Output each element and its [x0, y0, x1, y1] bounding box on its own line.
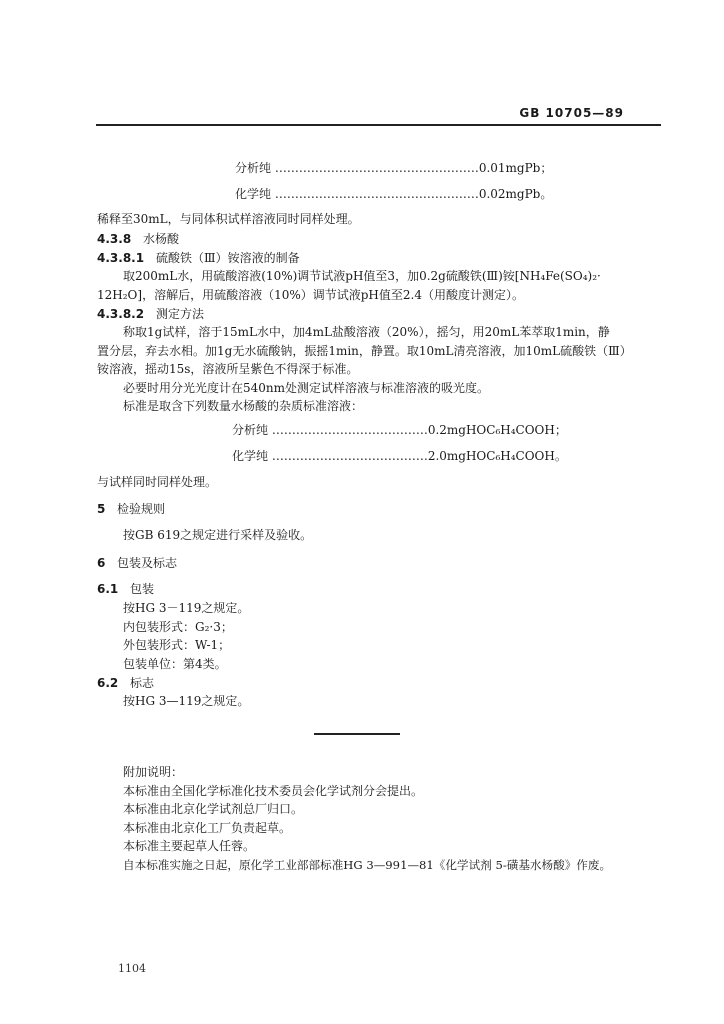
section-title-salicylic-acid: 水杨酸: [143, 232, 180, 246]
standard-code-header: GB 10705—89: [519, 106, 624, 120]
section-title-reagent-prep: 硫酸铁（Ⅲ）铵溶液的制备: [156, 251, 300, 265]
reagent-prep-text-1: 取200mL水，用硫酸溶液(10%)调节试液pH值至3，加0.2g硫酸铁(Ⅲ)铵[NH₄Fe(SO₄)₂·: [123, 269, 601, 283]
section-title-packaging: 包装: [130, 582, 155, 596]
lead-limit-chemical: 化学纯 ……………………………………………0.02mgPb。: [235, 187, 553, 201]
page-number: 1104: [118, 962, 146, 975]
method-text-5: 标准是取含下列数量水杨酸的杂质标准溶液：: [123, 399, 364, 413]
dilute-instruction: 稀释至30mL，与同体积试样溶液同时同样处理。: [97, 212, 360, 226]
packaging-text-4: 包装单位：第4类。: [123, 657, 227, 671]
section-number-6-1: 6.1: [97, 582, 119, 596]
packaging-text-2: 内包装形式：G₂·3；: [123, 620, 233, 634]
section-title-method: 测定方法: [156, 307, 205, 321]
section-number-4-3-8-1: 4.3.8.1: [97, 251, 145, 265]
packaging-text-1: 按HG 3－119之规定。: [123, 601, 250, 615]
note-line-4: 本标准主要起草人任蓉。: [123, 839, 256, 853]
marking-text: 按HG 3—119之规定。: [123, 694, 250, 708]
notes-divider: [314, 733, 400, 735]
note-line-3: 本标准由北京化工厂负责起草。: [123, 821, 292, 835]
section-number-4-3-8: 4.3.8: [97, 232, 132, 246]
note-line-5: 自本标准实施之日起，原化学工业部部标准HG 3—991—81《化学试剂 5-磺基水杨酸》作废。: [123, 858, 612, 872]
section-number-6: 6: [97, 556, 106, 570]
same-treatment-text: 与试样同时同样处理。: [97, 475, 218, 489]
section-number-4-3-8-2: 4.3.8.2: [97, 307, 145, 321]
section-title-inspection: 检验规则: [117, 502, 166, 516]
lead-limit-analytical: 分析纯 ……………………………………………0.01mgPb；: [235, 161, 553, 175]
method-text-1: 称取1g试样，溶于15mL水中，加4mL盐酸溶液（20%），摇匀，用20mL苯萃取1min，静: [123, 325, 610, 339]
notes-title: 附加说明：: [123, 765, 184, 779]
section-number-6-2: 6.2: [97, 676, 119, 690]
header-rule: [96, 124, 661, 126]
salicylic-limit-chemical: 化学纯 …………………………………2.0mgHOC₆H₄COOH。: [232, 449, 567, 463]
method-text-2: 置分层，弃去水相。加1g无水硫酸钠，振摇1min，静置。取10mL清亮溶液，加10mL硫酸铁（Ⅲ）: [97, 344, 632, 358]
section-number-5: 5: [97, 502, 106, 516]
method-text-3: 铵溶液，摇动15s，溶液所呈紫色不得深于标准。: [97, 362, 359, 376]
note-line-2: 本标准由北京化学试剂总厂归口。: [123, 802, 304, 816]
reagent-prep-text-2: 12H₂O]，溶解后，用硫酸溶液（10%）调节试液pH值至2.4（用酸度计测定）。: [97, 288, 524, 302]
salicylic-limit-analytical: 分析纯 …………………………………0.2mgHOC₆H₄COOH；: [232, 423, 567, 437]
note-line-1: 本标准由全国化学标准化技术委员会化学试剂分会提出。: [123, 784, 424, 798]
section-title-packaging-marking: 包装及标志: [117, 556, 178, 570]
inspection-text: 按GB 619之规定进行采样及验收。: [123, 528, 313, 542]
section-title-marking: 标志: [130, 676, 155, 690]
packaging-text-3: 外包装形式：W-1；: [123, 638, 231, 652]
method-text-4: 必要时用分光光度计在540nm处测定试样溶液与标准溶液的吸光度。: [123, 381, 490, 395]
